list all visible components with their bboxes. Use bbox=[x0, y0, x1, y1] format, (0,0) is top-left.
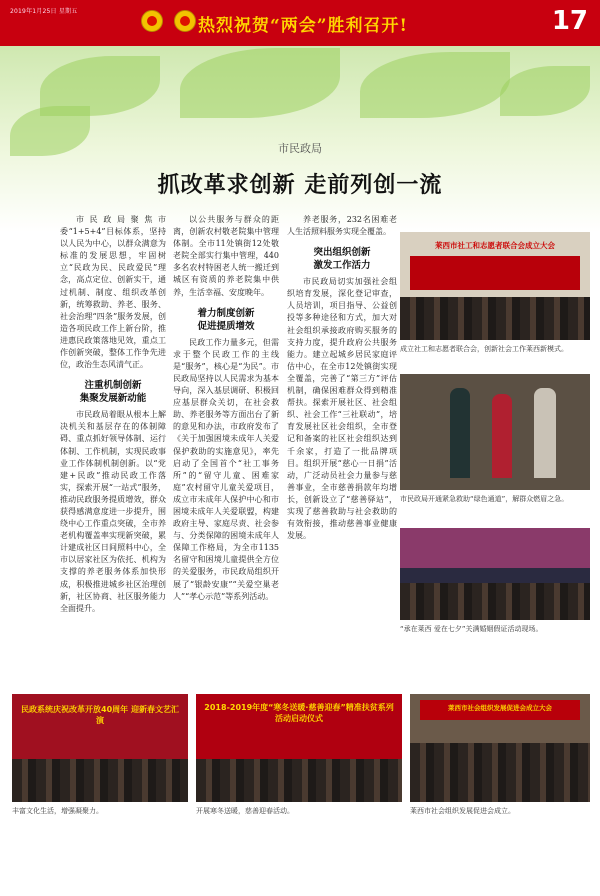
section-label: 市民政局 bbox=[278, 142, 322, 155]
subheading: 注重机制创新 集聚发展新动能 bbox=[79, 380, 147, 405]
photo-banner: 莱西市社工和志愿者联合会成立大会 bbox=[435, 241, 555, 250]
subheading: 着力制度创新 促进提质增效 bbox=[197, 307, 255, 332]
issue-date: 2019年1月25日 星期五 bbox=[10, 8, 78, 15]
header-banner: 热烈祝贺“两会”胜利召开! bbox=[198, 16, 409, 36]
cppcc-emblem-icon bbox=[174, 10, 196, 32]
text-column-1 bbox=[60, 214, 166, 615]
photo-caption: 成立社工和志愿者联合会，创新社会工作莱西新模式。 bbox=[400, 345, 568, 353]
leaf-decoration bbox=[360, 52, 510, 118]
person-figure bbox=[450, 388, 470, 478]
paragraph: 以公共服务与群众的距离，创新农村敬老院集中管理体制。全市11处镇街12处敬老院全部实行集中管理，440多名农村特困老人统一搬迁到城区有资质的养老院集中供养，生活幸福、安度晚年。 bbox=[173, 215, 279, 297]
hero-background bbox=[0, 46, 600, 232]
page-number: 17 bbox=[551, 6, 588, 36]
person-figure bbox=[534, 388, 556, 478]
people-silhouettes bbox=[12, 759, 188, 802]
photo-banner: 莱西市社会组织发展促进会成立大会 bbox=[448, 704, 552, 712]
paragraph: 市民政局聚焦市委“1+5+4”目标体系，坚持以人民为中心，以群众满意为标准的发展思想，牢固树立“民政为民、民政爱民”理念，高点定位、创新实干，通过机制、制度、组织改革创新，统筹救助、养老、服务、社会治理“四条”服务发展，创造各项民政工作上新台阶，推进惠民政策落地见效，重点工作创新突破，整体工作争先进位，政治生态风清气正。 bbox=[60, 215, 166, 370]
photo-caption: 市民政局开通紧急救助“绿色通道”，解群众燃眉之急。 bbox=[400, 495, 569, 503]
photo-qixi-event bbox=[400, 528, 590, 620]
text-column-3 bbox=[287, 214, 397, 542]
leaf-decoration bbox=[180, 48, 340, 118]
subheading: 突出组织创新 激发工作活力 bbox=[313, 247, 371, 272]
photo-social-org bbox=[410, 694, 590, 802]
text-column-2 bbox=[173, 214, 279, 603]
people-silhouettes bbox=[196, 759, 402, 802]
person-figure bbox=[492, 394, 512, 478]
article-title: 抓改革求创新 走前列创一流 bbox=[157, 172, 443, 198]
people-silhouettes bbox=[400, 297, 590, 340]
photo-emergency-aid bbox=[400, 374, 590, 490]
photo-caption: 丰富文化生活，增强凝聚力。 bbox=[12, 807, 103, 815]
stage-backdrop bbox=[400, 528, 590, 568]
photo-winter-warmth bbox=[196, 694, 402, 802]
photo-banner: 民政系统庆祝改革开放40周年 迎新春文艺汇演 bbox=[21, 705, 179, 725]
national-emblem-icon bbox=[141, 10, 163, 32]
paragraph: 养老服务，232名困难老人生活照料服务实现全覆盖。 bbox=[287, 215, 397, 237]
photo-caption: 莱西市社会组织发展促进会成立。 bbox=[410, 807, 515, 815]
photo-volunteer-union bbox=[400, 232, 590, 340]
people-silhouettes bbox=[410, 743, 590, 802]
photo-caption: 开展寒冬送暖，慈善迎春活动。 bbox=[196, 807, 294, 815]
people-silhouettes bbox=[400, 583, 590, 620]
photo-banner: 2018-2019年度“寒冬送暖·慈善迎春”精准扶贫系列活动启动仪式 bbox=[204, 703, 394, 723]
paragraph: 市民政局切实加强社会组织培育发展，深化登记审查，人员培训，项目指导、公益创投等多种途径和方式，加大对社会组织承接政府购买服务的支持力度，提升政府公共服务能力。建立起城乡居民家庭评估中心，在全市12处镇街实现全覆盖，完善了“第三方”评估机制，确保困难群众得到精准帮扶。探索开展社区、社会组织、社会工作“三社联动”，培育发展社区社会组织，全市登记和备案的社区社会组织达到千余家，打造了一批品牌项目。组织开展“慈心一日捐”活动，广泛动员社会力量参与慈善事业，全市慈善捐款年均增长，创新设立了“慈善驿站”，实现了慈善救助与社会救助的有效衔接，推动慈善事业健康发展。 bbox=[287, 277, 397, 541]
page-header bbox=[0, 0, 600, 46]
paragraph: 民政工作力量多元，但需求于整个民政工作的主线是“服务”，核心是“为民”。市民政局坚持以人民需求为基本导向，深入基层调研、积极回应基层群众关切，在社会救助、养老服务等方面出台了新的意见和办法，市政府发布了《关于加强困境未成年人关爱保护救助的实施意见》，率先启动了全国首个“社工事务所”的“留守儿童、困难家庭”农村留守儿童关爱项目，成立市未成年人保护中心和市困境未成年人关爱联盟，构建政府主导、家庭尽责、社会参与、分类保障的困境未成年人保障工作格局，为全市1135名留守和困境儿童提供全方位的关爱服务，市民政局组织开展了“银龄安康”“关爱空巢老人”“孝心示范”等系列活动。 bbox=[173, 337, 279, 601]
paragraph: 市民政局着眼从根本上解决机关和基层存在的体制障碍、重点抓好领导体制、运行体制、工作机制，实现民政事业工作体制机制创新。以“党建+民政”推动民政工作落实，探索开展“一站式”服务，推动民政服务提质增效，群众获得感满意度进一步提升，围绕中心工作重点突破，全市养老机构覆盖率实现新突破，累计建成社区日间照料中心，全市以居家社区为依托、机构为支撑的养老服务体系加快形成，积极推进城乡社区治理创新，社区协商、社区服务能力全面提升。 bbox=[60, 410, 166, 613]
photo-caption: “承在莱西 爱在七夕”关满婚姻假证活动现场。 bbox=[400, 625, 543, 633]
stage-backdrop bbox=[410, 256, 580, 290]
leaf-decoration bbox=[500, 66, 590, 116]
photo-art-show bbox=[12, 694, 188, 802]
